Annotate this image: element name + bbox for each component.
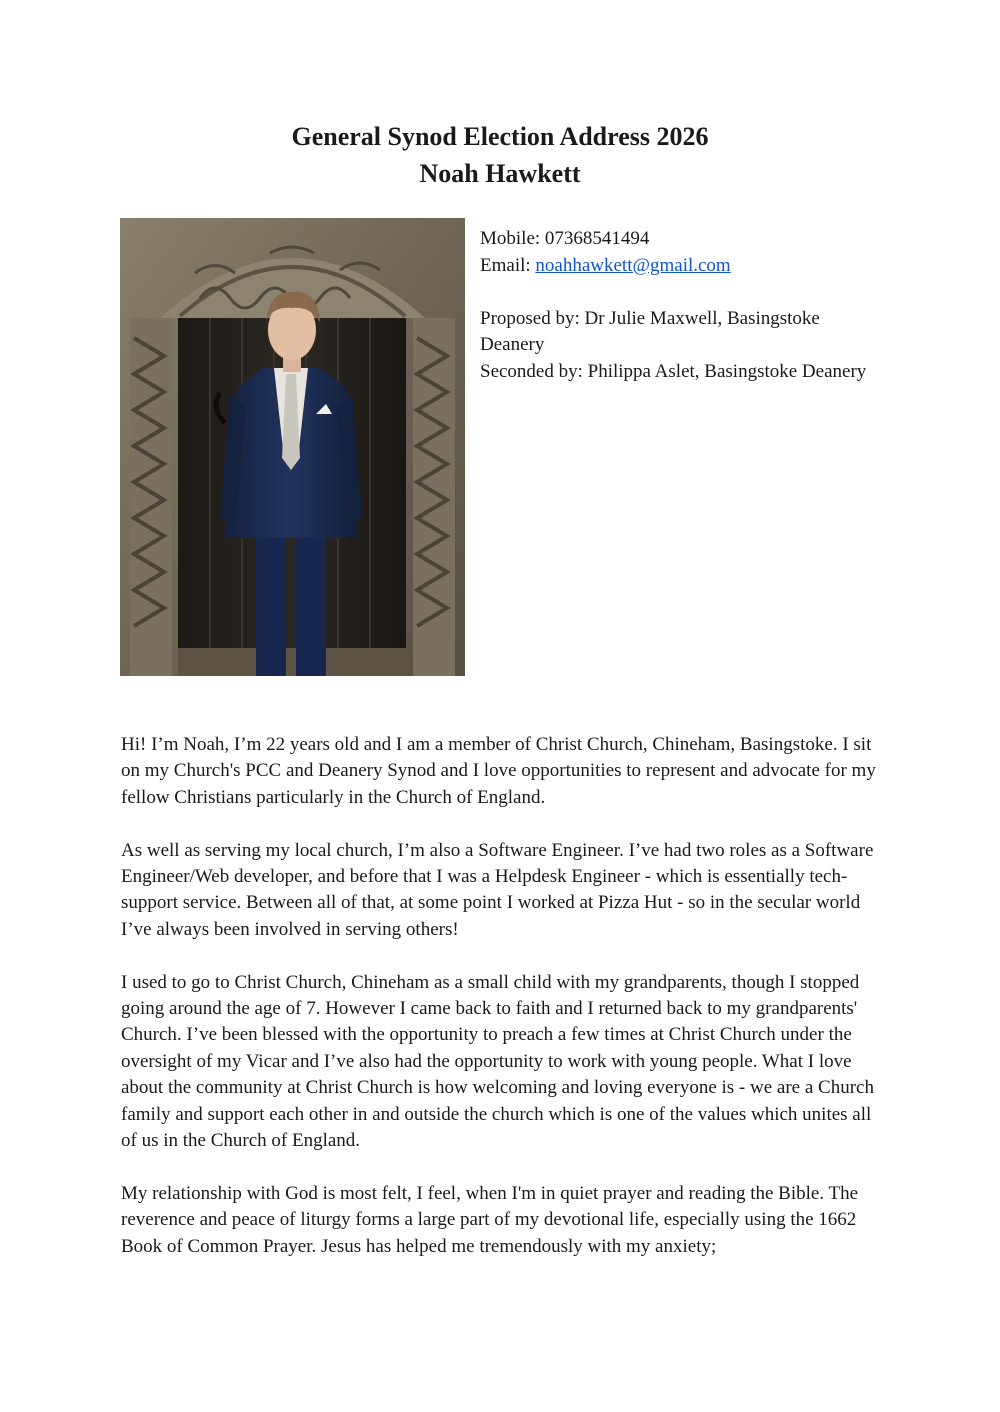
email-line (480, 253, 880, 280)
paragraph-introduction: Hi! I’m Noah, I’m 22 years old and I am a member of Christ Church, Chineham, Basingstoke. I sit on my Church's PCC and Deanery Synod and I love opportunities to represent and advocate for my fellow Christians particularly in the Church of England. (121, 734, 876, 808)
mobile-number: Mobile: 07368541494 (480, 228, 650, 249)
spacer (480, 279, 880, 306)
title-line-candidate: Noah Hawkett (419, 159, 581, 188)
email-link[interactable]: noahhawkett@gmail.com (535, 254, 731, 276)
contact-details (480, 226, 880, 385)
election-address-body (121, 732, 883, 1286)
candidate-photo (120, 218, 465, 676)
email-label: Email: (480, 254, 536, 276)
paragraph-career: As well as serving my local church, I’m also a Software Engineer. I’ve had two roles as a Software Engineer/Web developer, and before that I was a Helpdesk Engineer - which is essentially tech-support service. Between all of that, at some point I worked at Pizza Hut - so in the secular world I’ve always been involved in serving others! (121, 839, 874, 940)
seconder: Seconded by: Philippa Aslet, Basingstoke Deanery (480, 360, 867, 382)
paragraph-church-history: I used to go to Christ Church, Chineham as a small child with my grandparents, though I stopped going around the age of 7. However I came back to faith and I returned back to my grandparents' Church. I’ve been blessed with the opportunity to preach a few times at Christ Church under the oversight of my Vicar and I’ve also had the opportunity to work with young people. What I love about the community at Christ Church is how welcoming and loving everyone is - we are a Church family and support each other in and outside the church which is one of the values which unites all of us in the Church of England. (121, 971, 874, 1152)
paragraph-faith: My relationship with God is most felt, I feel, when I'm in quiet prayer and reading the Bible. The reverence and peace of liturgy forms a large part of my devotional life, especially using the 1662 Book of Common Prayer. Jesus has helped me tremendously with my anxiety; (121, 1182, 859, 1257)
proposer: Proposed by: Dr Julie Maxwell, Basingstoke Deanery (480, 307, 820, 355)
page-title (0, 118, 1000, 192)
title-line-election: General Synod Election Address 2026 (291, 122, 709, 151)
